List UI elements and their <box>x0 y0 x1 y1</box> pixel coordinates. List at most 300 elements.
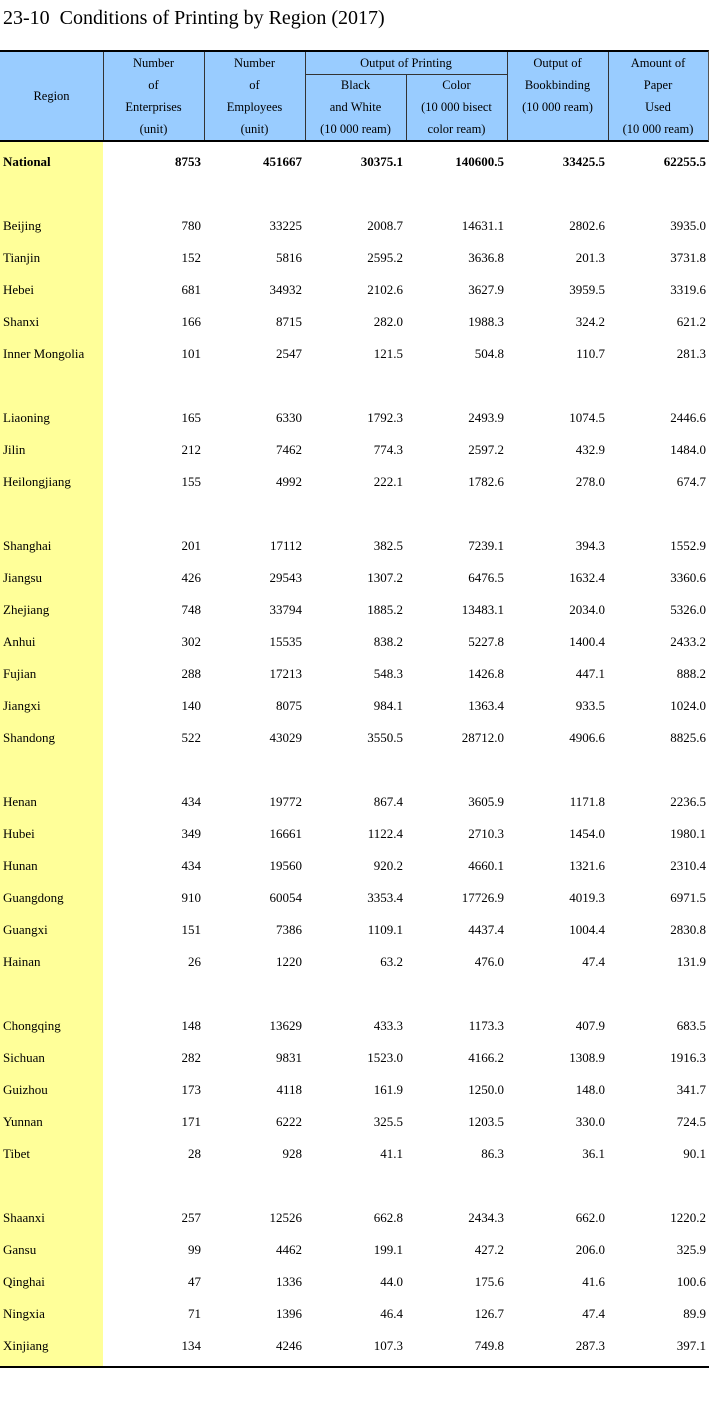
bookbinding-output-cell: 287.3 <box>575 1338 605 1353</box>
table-row <box>0 1202 709 1234</box>
employees-cell: 60054 <box>269 890 302 905</box>
region-cell: Yunnan <box>3 1114 43 1129</box>
enterprises-cell: 748 <box>181 602 201 617</box>
color-output-cell: 476.0 <box>474 954 504 969</box>
paper-used-cell: 325.9 <box>676 1242 706 1257</box>
table-row <box>0 1074 709 1106</box>
black-white-output-cell: 1307.2 <box>367 570 403 585</box>
header-black-white <box>305 74 406 140</box>
employees-cell: 43029 <box>269 730 302 745</box>
table-body <box>0 142 709 1366</box>
black-white-output-cell: 107.3 <box>373 1338 403 1353</box>
color-output-cell: 7239.1 <box>468 538 504 553</box>
paper-used-cell: 8825.6 <box>670 730 706 745</box>
employees-cell: 33225 <box>269 218 302 233</box>
color-output-cell: 175.6 <box>474 1274 504 1289</box>
region-cell: Guangdong <box>3 890 64 905</box>
table-row <box>0 1138 709 1170</box>
header-color-line: Color <box>442 78 471 92</box>
table-row <box>0 914 709 946</box>
bookbinding-output-cell: 36.1 <box>582 1146 605 1161</box>
header-region <box>0 52 103 140</box>
bookbinding-output-cell: 33425.5 <box>562 154 605 169</box>
enterprises-cell: 173 <box>181 1082 201 1097</box>
bookbinding-output-cell: 933.5 <box>575 698 605 713</box>
black-white-output-cell: 282.0 <box>373 314 403 329</box>
bookbinding-output-cell: 2034.0 <box>569 602 605 617</box>
bookbinding-output-cell: 394.3 <box>575 538 605 553</box>
header-employees-line: Employees <box>226 100 283 114</box>
color-output-cell: 4660.1 <box>468 858 504 873</box>
black-white-output-cell: 44.0 <box>380 1274 403 1289</box>
paper-used-cell: 2433.2 <box>670 634 706 649</box>
color-output-cell: 1426.8 <box>468 666 504 681</box>
region-cell: Ningxia <box>3 1306 45 1321</box>
paper-used-cell: 1484.0 <box>670 442 706 457</box>
enterprises-cell: 99 <box>188 1242 201 1257</box>
header-enterprises <box>103 52 204 140</box>
bookbinding-output-cell: 2802.6 <box>569 218 605 233</box>
black-white-output-cell: 3353.4 <box>367 890 403 905</box>
employees-cell: 34932 <box>269 282 302 297</box>
enterprises-cell: 171 <box>181 1114 201 1129</box>
bookbinding-output-cell: 201.3 <box>575 250 605 265</box>
region-cell: Henan <box>3 794 37 809</box>
color-output-cell: 3627.9 <box>468 282 504 297</box>
paper-used-cell: 90.1 <box>683 1146 706 1161</box>
region-cell: Qinghai <box>3 1274 45 1289</box>
black-white-output-cell: 1523.0 <box>367 1050 403 1065</box>
table-row <box>0 1266 709 1298</box>
employees-cell: 33794 <box>269 602 302 617</box>
enterprises-cell: 288 <box>181 666 201 681</box>
region-cell: Jilin <box>3 442 26 457</box>
enterprises-cell: 212 <box>181 442 201 457</box>
black-white-output-cell: 662.8 <box>373 1210 403 1225</box>
color-output-cell: 6476.5 <box>468 570 504 585</box>
table-row <box>0 1234 709 1266</box>
header-output-printing <box>305 52 507 74</box>
enterprises-cell: 426 <box>181 570 201 585</box>
enterprises-cell: 47 <box>188 1274 201 1289</box>
enterprises-cell: 140 <box>181 698 201 713</box>
color-output-cell: 2434.3 <box>468 1210 504 1225</box>
header-color-line: color ream) <box>427 122 486 136</box>
header-employees-line: of <box>249 78 260 92</box>
table-row <box>0 722 709 754</box>
black-white-output-cell: 1109.1 <box>367 922 403 937</box>
paper-used-cell: 3935.0 <box>670 218 706 233</box>
paper-used-cell: 2830.8 <box>670 922 706 937</box>
black-white-output-cell: 3550.5 <box>367 730 403 745</box>
table-row <box>0 690 709 722</box>
region-cell: Xinjiang <box>3 1338 49 1353</box>
black-white-output-cell: 222.1 <box>373 474 403 489</box>
bookbinding-output-cell: 1004.4 <box>569 922 605 937</box>
bookbinding-output-cell: 278.0 <box>575 474 605 489</box>
paper-used-cell: 341.7 <box>676 1082 706 1097</box>
black-white-output-cell: 433.3 <box>373 1018 403 1033</box>
paper-used-cell: 621.2 <box>676 314 706 329</box>
table-row <box>0 434 709 466</box>
color-output-cell: 4166.2 <box>468 1050 504 1065</box>
black-white-output-cell: 2008.7 <box>367 218 403 233</box>
employees-cell: 12526 <box>269 1210 302 1225</box>
black-white-output-cell: 63.2 <box>380 954 403 969</box>
employees-cell: 7386 <box>276 922 302 937</box>
employees-cell: 9831 <box>276 1050 302 1065</box>
row-spacer <box>0 498 709 530</box>
header-output-printing-label: Output of Printing <box>360 56 452 70</box>
table-row <box>0 850 709 882</box>
header-enterprises-line: Number <box>133 56 174 70</box>
black-white-output-cell: 1885.2 <box>367 602 403 617</box>
paper-used-cell: 89.9 <box>683 1306 706 1321</box>
black-white-output-cell: 46.4 <box>380 1306 403 1321</box>
header-enterprises-line: Enterprises <box>125 100 182 114</box>
enterprises-cell: 134 <box>181 1338 201 1353</box>
black-white-output-cell: 1122.4 <box>367 826 403 841</box>
enterprises-cell: 349 <box>181 826 201 841</box>
bookbinding-output-cell: 432.9 <box>575 442 605 457</box>
table-title: 23-10 Conditions of Printing by Region (2017) <box>3 7 385 29</box>
table-rows <box>0 146 709 1362</box>
region-cell: Hunan <box>3 858 38 873</box>
black-white-output-cell: 382.5 <box>373 538 403 553</box>
employees-cell: 19772 <box>269 794 302 809</box>
region-cell: Hainan <box>3 954 41 969</box>
employees-cell: 1396 <box>276 1306 302 1321</box>
table-bottom-rule <box>0 1366 709 1368</box>
color-output-cell: 1782.6 <box>468 474 504 489</box>
region-cell: Beijing <box>3 218 42 233</box>
enterprises-cell: 148 <box>181 1018 201 1033</box>
region-cell: Hebei <box>3 282 35 297</box>
paper-used-cell: 674.7 <box>676 474 706 489</box>
enterprises-cell: 282 <box>181 1050 201 1065</box>
employees-cell: 6222 <box>276 1114 302 1129</box>
black-white-output-cell: 774.3 <box>373 442 403 457</box>
region-cell: Fujian <box>3 666 37 681</box>
region-cell: Shandong <box>3 730 55 745</box>
header-black-white-line: and White <box>329 100 382 114</box>
region-cell: Chongqing <box>3 1018 61 1033</box>
region-cell: Tianjin <box>3 250 41 265</box>
paper-used-cell: 62255.5 <box>663 154 706 169</box>
paper-used-cell: 2446.6 <box>670 410 706 425</box>
bookbinding-output-cell: 447.1 <box>575 666 605 681</box>
color-output-cell: 4437.4 <box>468 922 504 937</box>
enterprises-cell: 257 <box>181 1210 201 1225</box>
black-white-output-cell: 984.1 <box>373 698 403 713</box>
table-row <box>0 1010 709 1042</box>
enterprises-cell: 780 <box>181 218 201 233</box>
bookbinding-output-cell: 4906.6 <box>569 730 605 745</box>
enterprises-cell: 165 <box>181 410 201 425</box>
enterprises-cell: 166 <box>181 314 201 329</box>
header-black-white-line: Black <box>340 78 371 92</box>
table-row <box>0 818 709 850</box>
paper-used-cell: 3360.6 <box>670 570 706 585</box>
color-output-cell: 504.8 <box>474 346 504 361</box>
employees-cell: 451667 <box>263 154 302 169</box>
employees-cell: 4118 <box>276 1082 302 1097</box>
employees-cell: 1220 <box>276 954 302 969</box>
employees-cell: 928 <box>282 1146 302 1161</box>
employees-cell: 8715 <box>276 314 302 329</box>
table-row <box>0 626 709 658</box>
table-row <box>0 530 709 562</box>
table-row <box>0 1042 709 1074</box>
row-spacer <box>0 370 709 402</box>
paper-used-cell: 5326.0 <box>670 602 706 617</box>
color-output-cell: 17726.9 <box>461 890 504 905</box>
paper-used-cell: 1980.1 <box>670 826 706 841</box>
employees-cell: 19560 <box>269 858 302 873</box>
enterprises-cell: 302 <box>181 634 201 649</box>
bookbinding-output-cell: 47.4 <box>582 954 605 969</box>
table-row <box>0 562 709 594</box>
employees-cell: 5816 <box>276 250 302 265</box>
employees-cell: 15535 <box>269 634 302 649</box>
enterprises-cell: 434 <box>181 794 201 809</box>
region-cell: Sichuan <box>3 1050 45 1065</box>
paper-used-cell: 683.5 <box>676 1018 706 1033</box>
table-row <box>0 274 709 306</box>
black-white-output-cell: 548.3 <box>373 666 403 681</box>
enterprises-cell: 155 <box>181 474 201 489</box>
region-cell: Anhui <box>3 634 36 649</box>
employees-cell: 17213 <box>269 666 302 681</box>
paper-used-cell: 1220.2 <box>670 1210 706 1225</box>
bookbinding-output-cell: 1454.0 <box>569 826 605 841</box>
paper-used-cell: 1024.0 <box>670 698 706 713</box>
bookbinding-output-cell: 47.4 <box>582 1306 605 1321</box>
enterprises-cell: 910 <box>181 890 201 905</box>
header-paper-line: Amount of <box>630 56 686 70</box>
region-cell: Zhejiang <box>3 602 50 617</box>
enterprises-cell: 26 <box>188 954 201 969</box>
region-cell: Jiangsu <box>3 570 42 585</box>
region-cell: Hubei <box>3 826 35 841</box>
row-spacer <box>0 178 709 210</box>
black-white-output-cell: 2102.6 <box>367 282 403 297</box>
bookbinding-output-cell: 110.7 <box>576 346 605 361</box>
employees-cell: 4246 <box>276 1338 302 1353</box>
bookbinding-output-cell: 1074.5 <box>569 410 605 425</box>
paper-used-cell: 1552.9 <box>670 538 706 553</box>
table-row <box>0 786 709 818</box>
region-cell: Jiangxi <box>3 698 41 713</box>
header-divider <box>608 52 609 140</box>
header-black-white-line: (10 000 ream) <box>320 122 391 136</box>
enterprises-cell: 522 <box>181 730 201 745</box>
header-bookbinding-line: (10 000 ream) <box>522 100 593 114</box>
table-row <box>0 242 709 274</box>
employees-cell: 8075 <box>276 698 302 713</box>
header-bookbinding-line: Bookbinding <box>524 78 591 92</box>
table-row <box>0 946 709 978</box>
header-divider <box>507 52 508 140</box>
black-white-output-cell: 838.2 <box>373 634 403 649</box>
row-spacer <box>0 1170 709 1202</box>
color-output-cell: 140600.5 <box>455 154 504 169</box>
table-row <box>0 594 709 626</box>
header-paper-used <box>608 52 708 140</box>
table-row <box>0 1298 709 1330</box>
region-cell: Gansu <box>3 1242 37 1257</box>
region-cell: Shaanxi <box>3 1210 45 1225</box>
header-divider <box>305 74 507 75</box>
black-white-output-cell: 1792.3 <box>367 410 403 425</box>
enterprises-cell: 152 <box>181 250 201 265</box>
bookbinding-output-cell: 1400.4 <box>569 634 605 649</box>
employees-cell: 17112 <box>269 538 302 553</box>
paper-used-cell: 397.1 <box>676 1338 706 1353</box>
employees-cell: 7462 <box>276 442 302 457</box>
color-output-cell: 2493.9 <box>468 410 504 425</box>
header-enterprises-line: of <box>148 78 159 92</box>
table-row <box>0 882 709 914</box>
employees-cell: 4462 <box>276 1242 302 1257</box>
bookbinding-output-cell: 1171.8 <box>569 794 605 809</box>
region-cell: Heilongjiang <box>3 474 71 489</box>
header-bookbinding-line: Output of <box>533 56 582 70</box>
color-output-cell: 28712.0 <box>461 730 504 745</box>
paper-used-cell: 2310.4 <box>670 858 706 873</box>
bookbinding-output-cell: 330.0 <box>575 1114 605 1129</box>
paper-used-cell: 6971.5 <box>670 890 706 905</box>
enterprises-cell: 151 <box>181 922 201 937</box>
color-output-cell: 2597.2 <box>468 442 504 457</box>
row-spacer <box>0 754 709 786</box>
color-output-cell: 749.8 <box>474 1338 504 1353</box>
enterprises-cell: 681 <box>181 282 201 297</box>
color-output-cell: 2710.3 <box>468 826 504 841</box>
color-output-cell: 1250.0 <box>468 1082 504 1097</box>
color-output-cell: 5227.8 <box>468 634 504 649</box>
enterprises-cell: 28 <box>188 1146 201 1161</box>
employees-cell: 6330 <box>276 410 302 425</box>
bookbinding-output-cell: 4019.3 <box>569 890 605 905</box>
bookbinding-output-cell: 1308.9 <box>569 1050 605 1065</box>
header-divider <box>103 52 104 140</box>
table-header <box>0 50 709 142</box>
table-row <box>0 466 709 498</box>
table-row <box>0 658 709 690</box>
header-enterprises-line: (unit) <box>139 122 168 136</box>
paper-used-cell: 888.2 <box>676 666 706 681</box>
color-output-cell: 1988.3 <box>468 314 504 329</box>
enterprises-cell: 434 <box>181 858 201 873</box>
enterprises-cell: 101 <box>181 346 201 361</box>
header-divider <box>305 52 306 140</box>
table-row <box>0 1330 709 1362</box>
employees-cell: 29543 <box>269 570 302 585</box>
bookbinding-output-cell: 662.0 <box>575 1210 605 1225</box>
header-color-line: (10 000 bisect <box>421 100 492 114</box>
black-white-output-cell: 30375.1 <box>360 154 403 169</box>
header-divider <box>406 74 407 140</box>
employees-cell: 13629 <box>269 1018 302 1033</box>
color-output-cell: 86.3 <box>481 1146 504 1161</box>
color-output-cell: 427.2 <box>474 1242 504 1257</box>
paper-used-cell: 3731.8 <box>670 250 706 265</box>
header-employees-line: (unit) <box>240 122 269 136</box>
bookbinding-output-cell: 1632.4 <box>569 570 605 585</box>
table-row <box>0 306 709 338</box>
color-output-cell: 1363.4 <box>468 698 504 713</box>
black-white-output-cell: 121.5 <box>373 346 403 361</box>
header-region-label: Region <box>33 89 70 103</box>
region-cell: National <box>3 154 51 169</box>
row-spacer <box>0 978 709 1010</box>
region-cell: Guizhou <box>3 1082 48 1097</box>
header-divider <box>204 52 205 140</box>
table-row <box>0 1106 709 1138</box>
color-output-cell: 126.7 <box>474 1306 504 1321</box>
paper-used-cell: 131.9 <box>676 954 706 969</box>
header-paper-line: (10 000 ream) <box>622 122 694 136</box>
paper-used-cell: 100.6 <box>676 1274 706 1289</box>
header-paper-line: Paper <box>643 78 673 92</box>
color-output-cell: 1203.5 <box>468 1114 504 1129</box>
header-employees-line: Number <box>234 56 275 70</box>
region-cell: Shanghai <box>3 538 52 553</box>
employees-cell: 1336 <box>276 1274 302 1289</box>
header-bookbinding <box>507 52 608 140</box>
bookbinding-output-cell: 148.0 <box>575 1082 605 1097</box>
region-cell: Guangxi <box>3 922 48 937</box>
bookbinding-output-cell: 206.0 <box>575 1242 605 1257</box>
black-white-output-cell: 867.4 <box>373 794 403 809</box>
bookbinding-output-cell: 1321.6 <box>569 858 605 873</box>
enterprises-cell: 201 <box>181 538 201 553</box>
paper-used-cell: 1916.3 <box>670 1050 706 1065</box>
bookbinding-output-cell: 41.6 <box>582 1274 605 1289</box>
paper-used-cell: 3319.6 <box>670 282 706 297</box>
bookbinding-output-cell: 407.9 <box>575 1018 605 1033</box>
black-white-output-cell: 325.5 <box>373 1114 403 1129</box>
black-white-output-cell: 920.2 <box>373 858 403 873</box>
employees-cell: 2547 <box>276 346 302 361</box>
paper-used-cell: 724.5 <box>676 1114 706 1129</box>
black-white-output-cell: 161.9 <box>373 1082 403 1097</box>
paper-used-cell: 281.3 <box>676 346 706 361</box>
bookbinding-output-cell: 324.2 <box>575 314 605 329</box>
color-output-cell: 14631.1 <box>461 218 504 233</box>
table-row <box>0 338 709 370</box>
color-output-cell: 1173.3 <box>468 1018 504 1033</box>
color-output-cell: 3605.9 <box>468 794 504 809</box>
color-output-cell: 13483.1 <box>461 602 504 617</box>
bookbinding-output-cell: 3959.5 <box>569 282 605 297</box>
enterprises-cell: 8753 <box>175 154 201 169</box>
header-color <box>406 74 507 140</box>
region-cell: Inner Mongolia <box>3 346 85 361</box>
black-white-output-cell: 2595.2 <box>367 250 403 265</box>
header-employees <box>204 52 305 140</box>
national-row <box>0 146 709 178</box>
paper-used-cell: 2236.5 <box>670 794 706 809</box>
region-cell: Liaoning <box>3 410 50 425</box>
enterprises-cell: 71 <box>188 1306 201 1321</box>
black-white-output-cell: 199.1 <box>373 1242 403 1257</box>
color-output-cell: 3636.8 <box>468 250 504 265</box>
employees-cell: 16661 <box>269 826 302 841</box>
table-row <box>0 402 709 434</box>
employees-cell: 4992 <box>276 474 302 489</box>
